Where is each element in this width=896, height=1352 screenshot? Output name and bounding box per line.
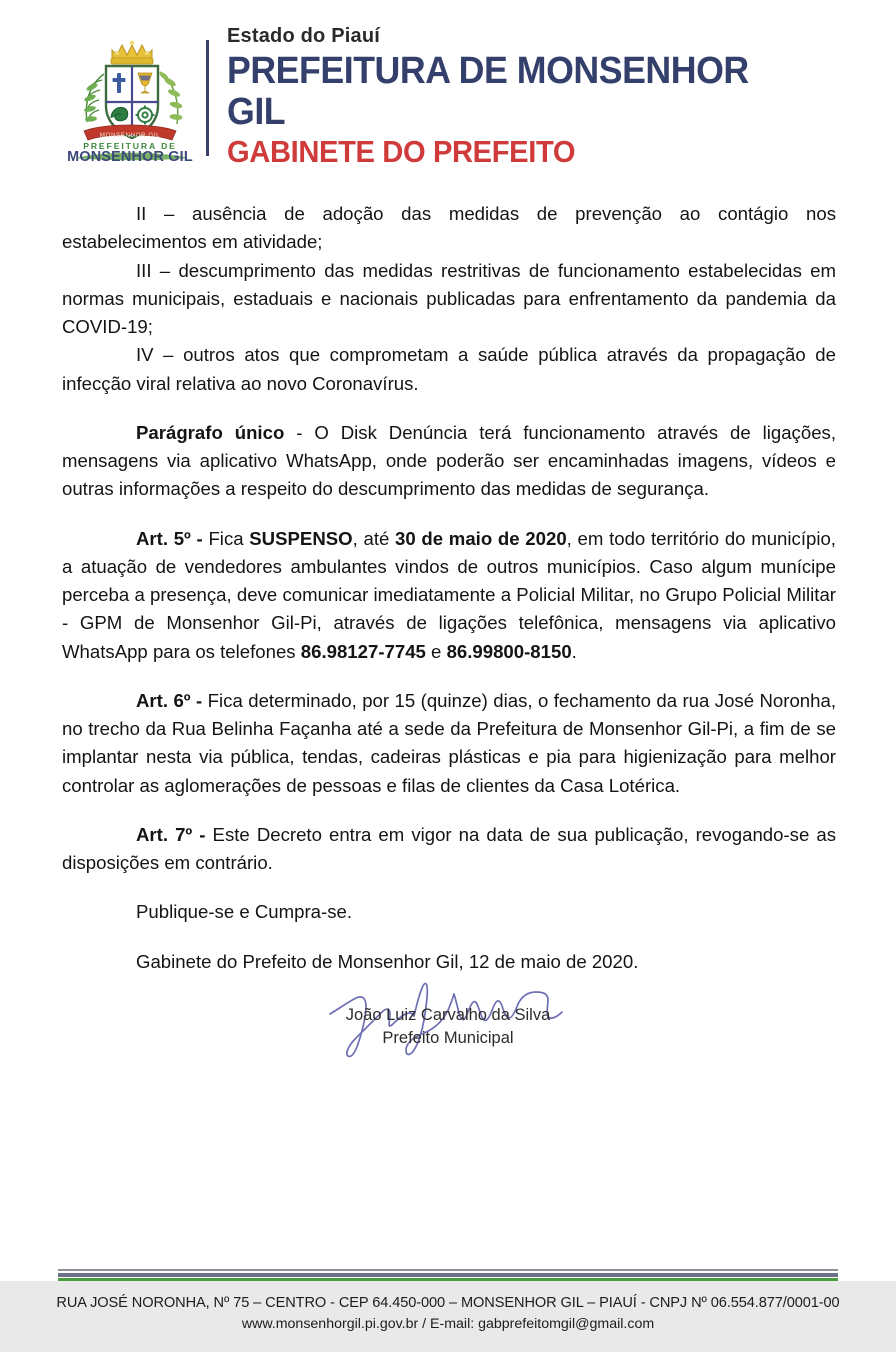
emphasis-run: Art. 5º - bbox=[136, 527, 203, 549]
signatory-role: Prefeito Municipal bbox=[382, 1029, 514, 1047]
city-hall-title: PREFEITURA DE MONSENHOR GIL bbox=[227, 50, 749, 134]
text-run: Publique-se e Cumpra-se. bbox=[136, 901, 352, 923]
text-run: Gabinete do Prefeito de Monsenhor Gil, 12 de maio de 2020. bbox=[136, 950, 639, 972]
svg-text:PREFEITURA DE: PREFEITURA DE bbox=[83, 141, 177, 151]
header-title-group bbox=[227, 26, 836, 170]
emphasis-run: 86.99800-8150 bbox=[446, 640, 572, 662]
document-body bbox=[62, 200, 836, 976]
paragraph-art-7 bbox=[62, 821, 836, 878]
svg-text:MONSENHOR GIL: MONSENHOR GIL bbox=[67, 149, 193, 164]
text-run: Este Decreto entra em vigor na data de sua publicação, revogando-se as disposições em contrário. bbox=[62, 823, 836, 873]
text-run: IV – outros atos que comprometam a saúde pública através da propagação de infecção viral relativa ao novo Coronavírus. bbox=[62, 344, 836, 394]
paragraph-art-6 bbox=[62, 687, 836, 800]
paragraph-publique-se bbox=[62, 898, 836, 926]
signature-block bbox=[0, 958, 896, 1078]
paragraph-item-ii bbox=[62, 200, 836, 257]
footer-address: RUA JOSÉ NORONHA, Nº 75 – CENTRO - CEP 64.450-000 – MONSENHOR GIL – PIAUÍ - CNPJ Nº 06.554.877/0001-00 bbox=[56, 1295, 840, 1311]
emphasis-run: Art. 7º - bbox=[136, 823, 206, 845]
text-run: . bbox=[571, 640, 577, 662]
signatory-name: João Luiz Carvalho da Silva bbox=[345, 1006, 551, 1024]
footer-band bbox=[0, 1281, 896, 1352]
emphasis-run: 30 de maio de 2020 bbox=[395, 527, 567, 549]
text-run: Fica bbox=[202, 527, 250, 549]
emphasis-run: Art. 6º - bbox=[136, 689, 203, 711]
text-run: , em todo território do município, a atuação de vendedores ambulantes vindos de outros municípios. Caso algum munícipe perceba a presença, deve comunicar imediatamente a Policial Militar, no Grupo Policial Militar - GPM de Monsenhor Gil-Pi, através de ligações telefônica, mensagens via aplicativo WhatsApp para os telefones bbox=[62, 527, 836, 662]
text-run: III – descumprimento das medidas restritivas de funcionamento estabelecidas em normas municipais, estaduais e nacionais publicadas para enfrentamento da pandemia da COVID-19; bbox=[62, 259, 836, 337]
text-run: , até bbox=[352, 527, 396, 549]
header-divider bbox=[206, 40, 209, 156]
text-run: II – ausência de adoção das medidas de prevenção ao contágio nos estabelecimentos em atividade; bbox=[62, 203, 836, 253]
svg-text:MONSENHOR GIL: MONSENHOR GIL bbox=[99, 132, 161, 139]
paragraph-item-iii bbox=[62, 257, 836, 342]
footer-contact: www.monsenhorgil.pi.gov.br / E-mail: gabprefeitomgil@gmail.com bbox=[241, 1316, 655, 1332]
footer-rule-group bbox=[58, 1269, 838, 1281]
paragraph-item-iv bbox=[62, 341, 836, 398]
coat-of-arms-icon bbox=[60, 32, 200, 164]
paragraph-art-5 bbox=[62, 525, 836, 666]
emphasis-run: 86.98127-7745 bbox=[300, 640, 426, 662]
text-run: e bbox=[425, 640, 447, 662]
emphasis-run: SUSPENSO bbox=[249, 527, 353, 549]
paragraph-paragrafo-unico bbox=[62, 419, 836, 504]
office-subtitle: GABINETE DO PREFEITO bbox=[227, 134, 576, 170]
document-footer bbox=[0, 1269, 896, 1352]
text-run: Fica determinado, por 15 (quinze) dias, o fechamento da rua José Noronha, no trecho da Rua Belinha Façanha até a sede da Prefeitura de Monsenhor Gil-Pi, a fim de se implantar nesta via pública, tendas, cadeiras plásticas e pia para higienização para melhor controlar as aglomerações de pessoas e filas de clientes da Casa Lotérica. bbox=[62, 689, 836, 796]
state-line: Estado do Piauí bbox=[227, 25, 381, 48]
paragraph-list bbox=[62, 200, 836, 976]
emphasis-run: Parágrafo único bbox=[136, 421, 285, 443]
document-header bbox=[60, 25, 836, 170]
text-run: - O Disk Denúncia terá funcionamento através de ligações, mensagens via aplicativo WhatsApp, onde poderão ser encaminhadas imagens, vídeos e outras informações a respeito do descumprimento das medidas de segurança. bbox=[62, 421, 836, 500]
